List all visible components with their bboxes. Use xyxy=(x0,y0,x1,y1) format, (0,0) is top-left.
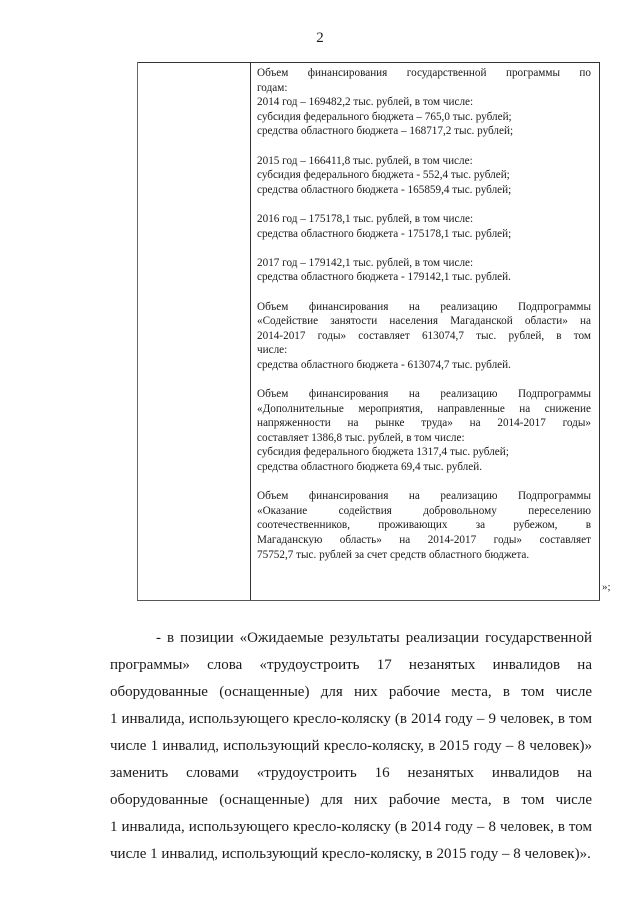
text-line: Объем финансирования на реализацию Подпрограммы xyxy=(257,490,591,503)
financing-block-2017 xyxy=(257,256,591,285)
text-line: субсидия федерального бюджета 1317,4 тыс. рублей; xyxy=(257,446,509,459)
text-line: Объем финансирования на реализацию Подпрограммы xyxy=(257,388,591,401)
text-line: 2015 год – 166411,8 тыс. рублей, в том числе: xyxy=(257,154,473,167)
text-line: средства областного бюджета - 165859,4 тыс. рублей; xyxy=(257,183,512,196)
paragraph-line: - в позиции «Ожидаемые результаты реализации государственной xyxy=(156,630,592,646)
text-line: 2014 год – 169482,2 тыс. рублей, в том числе: xyxy=(257,96,474,109)
text-line: средства областного бюджета - 175178,1 тыс. рублей; xyxy=(257,227,512,240)
page-number: 2 xyxy=(316,30,324,46)
financing-cell xyxy=(257,66,591,577)
text-line: 2017 год – 179142,1 тыс. рублей, в том числе: xyxy=(257,256,474,269)
text-line: 2016 год – 175178,1 тыс. рублей, в том числе: xyxy=(257,212,474,225)
text-line: средства областного бюджета – 168717,2 тыс. рублей; xyxy=(257,125,514,138)
text-line: «Содействие занятости населения Магаданской области» на xyxy=(257,315,591,328)
text-line: средства областного бюджета - 179142,1 тыс. рублей. xyxy=(257,271,511,284)
paragraph-line: 1 инвалида, использующего кресло-коляску (в 2014 году – 8 человек, в том xyxy=(110,819,592,835)
paragraph-line: заменить словами «трудоустроить 16 незанятых инвалидов на xyxy=(110,765,592,781)
financing-block-program-total xyxy=(257,66,591,139)
text-line: «Дополнительные мероприятия, направленные на снижение xyxy=(257,402,591,415)
table-top-border xyxy=(137,62,600,63)
text-line: Магаданскую область» на 2014-2017 годы» составляет xyxy=(257,534,591,546)
table-column-divider xyxy=(250,62,251,601)
financing-table xyxy=(137,62,600,601)
paragraph-line: 1 инвалида, использующего кресло-коляску (в 2014 году – 9 человек, в том xyxy=(110,711,592,727)
financing-block-2015 xyxy=(257,154,591,198)
amendment-paragraph xyxy=(110,625,592,868)
paragraph-line: оборудованные (оснащенные) для них рабочие места, в том числе xyxy=(110,684,592,700)
paragraph-line: числе 1 инвалид, использующий кресло-коляску, в 2015 году – 8 человек)». xyxy=(110,846,591,862)
text-line: составляет 1386,8 тыс. рублей, в том числе: xyxy=(257,431,465,444)
financing-block-subprogram-resettlement xyxy=(257,489,591,562)
table-bottom-border xyxy=(137,600,600,601)
text-line: субсидия федерального бюджета – 765,0 тыс. рублей; xyxy=(257,110,512,123)
text-line: Объем финансирования государственной программы по xyxy=(257,67,591,79)
table-right-border xyxy=(599,62,600,601)
text-line: «Оказание содействия добровольному переселению xyxy=(257,504,591,517)
text-line: средства областного бюджета - 613074,7 тыс. рублей. xyxy=(257,358,511,371)
financing-block-subprogram-employment xyxy=(257,300,591,373)
financing-block-2016 xyxy=(257,212,591,241)
table-left-border xyxy=(137,62,138,601)
paragraph-line: программы» слова «трудоустроить 17 незанятых инвалидов на xyxy=(110,657,592,673)
financing-block-subprogram-additional-measures xyxy=(257,387,591,475)
text-line: напряженности на рынке труда» на 2014-2017 годы» xyxy=(257,417,591,430)
text-line: соотечественников, проживающих за рубежом, в xyxy=(257,519,591,532)
text-line: 75752,7 тыс. рублей за счет средств областного бюджета. xyxy=(257,548,530,561)
table-closing-mark: »; xyxy=(602,581,611,593)
text-line: средства областного бюджета 69,4 тыс. рублей. xyxy=(257,461,482,474)
text-line: субсидия федерального бюджета - 552,4 тыс. рублей; xyxy=(257,169,510,182)
text-line: 2014-2017 годы» составляет 613074,7 тыс. рублей, в том xyxy=(257,329,591,342)
text-line: числе: xyxy=(257,344,288,357)
paragraph-line: оборудованные (оснащенные) для них рабочие места, в том числе xyxy=(110,792,592,808)
text-line: Объем финансирования на реализацию Подпрограммы xyxy=(257,300,591,313)
text-line: годам: xyxy=(257,81,288,94)
paragraph-line: числе 1 инвалид, использующий кресло-коляску, в 2015 году – 8 человек)» xyxy=(110,738,592,754)
